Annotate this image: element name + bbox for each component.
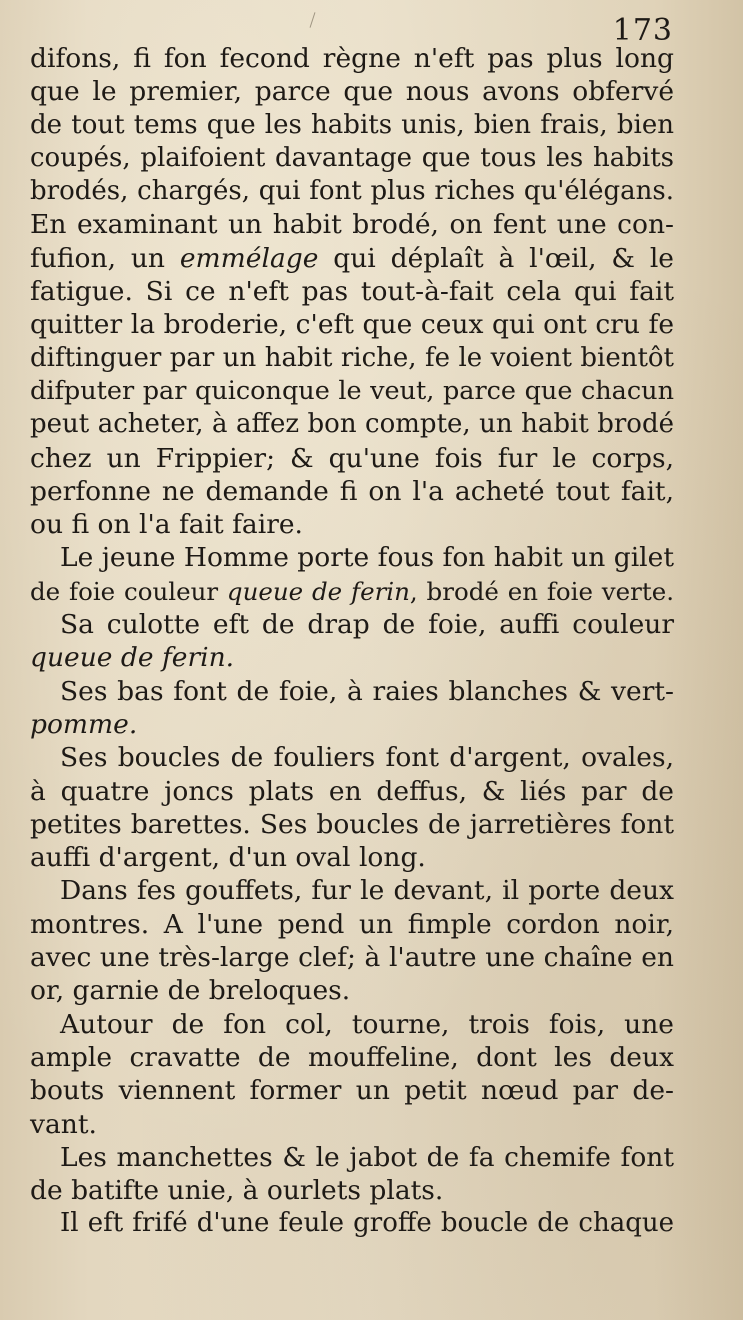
page-number: 173 (612, 13, 673, 48)
text-line: à quatre joncs plats en deffus, & liés par de (30, 775, 674, 807)
italic-phrase: emmélage (179, 242, 319, 274)
text-line: quitter la broderie, c'eft que ceux qui ont cru fe (30, 309, 674, 341)
italic-phrase: queue de ferin. (30, 642, 235, 674)
text-line: difons, fi fon fecond règne n'eft pas plus long (30, 43, 674, 74)
text-line (30, 708, 674, 741)
text-line (30, 242, 674, 275)
text-line: ou fi on l'a fait faire. (30, 509, 303, 541)
text-line: Les manchettes & le jabot de fa chemife font (60, 1141, 674, 1173)
text-line: or, garnie de breloques. (30, 975, 351, 1007)
text-line: brodés, chargés, qui font plus riches qu'élégans. (30, 176, 674, 207)
body-text (30, 42, 674, 1241)
text-line: vant. (30, 1108, 97, 1140)
text-line: auffi d'argent, d'un oval long. (30, 842, 426, 874)
text-line: fatigue. Si ce n'eft pas tout-à-fait cela qui fait (30, 276, 674, 308)
text-line: Sa culotte eft de drap de foie, auffi couleur (60, 609, 674, 641)
text-line: perfonne ne demande fi on l'a acheté tout fait, (30, 475, 674, 507)
text-line: que le premier, parce que nous avons obfervé (30, 76, 674, 108)
text-line: bouts viennent former un petit nœud par de- (30, 1075, 674, 1107)
text-line (30, 575, 674, 608)
text-line: Dans fes gouffets, fur le devant, il porte deux (60, 875, 674, 907)
italic-phrase: pomme. (30, 708, 138, 740)
ink-mark (310, 12, 316, 28)
text-segment: , brodé en foie verte. (409, 576, 674, 606)
text-line: de tout tems que les habits unis, bien frais, bien (30, 109, 674, 140)
text-line: difputer par quiconque le veut, parce que chacun (30, 375, 674, 406)
text-line: Ses boucles de fouliers font d'argent, ovales, (60, 742, 674, 774)
text-line: diftinguer par un habit riche, fe le voient bientôt (30, 342, 674, 373)
text-line: de batifte unie, à ourlets plats. (30, 1175, 444, 1207)
text-line: petites barettes. Ses boucles de jarretières font (30, 808, 674, 840)
text-line: ample cravatte de mouffeline, dont les deux (30, 1041, 674, 1073)
text-line: montres. A l'une pend un fimple cordon noir, (30, 908, 674, 940)
text-line: coupés, plaifoient davantage que tous les habits (30, 142, 674, 173)
text-segment: fufion, un (30, 242, 180, 274)
text-line: avec une très-large clef; à l'autre une chaîne en (30, 942, 674, 974)
text-segment: qui déplaît à l'œil, & le (318, 242, 674, 274)
text-line: Il eft frifé d'une feule groffe boucle de chaque (60, 1208, 674, 1239)
text-line: peut acheter, à affez bon compte, un habit brodé (30, 409, 674, 440)
text-line (30, 641, 674, 674)
text-segment: de foie couleur (30, 576, 227, 606)
text-line: Autour de fon col, tourne, trois fois, une (60, 1008, 674, 1040)
text-line: En examinant un habit brodé, on fent une con- (30, 209, 674, 241)
italic-phrase: queue de ferin (226, 576, 410, 606)
text-line: chez un Frippier; & qu'une fois fur le corps, (30, 442, 674, 474)
text-line: Le jeune Homme porte fous fon habit un gilet (60, 542, 674, 574)
text-line: Ses bas font de foie, à raies blanches & vert- (60, 675, 674, 707)
